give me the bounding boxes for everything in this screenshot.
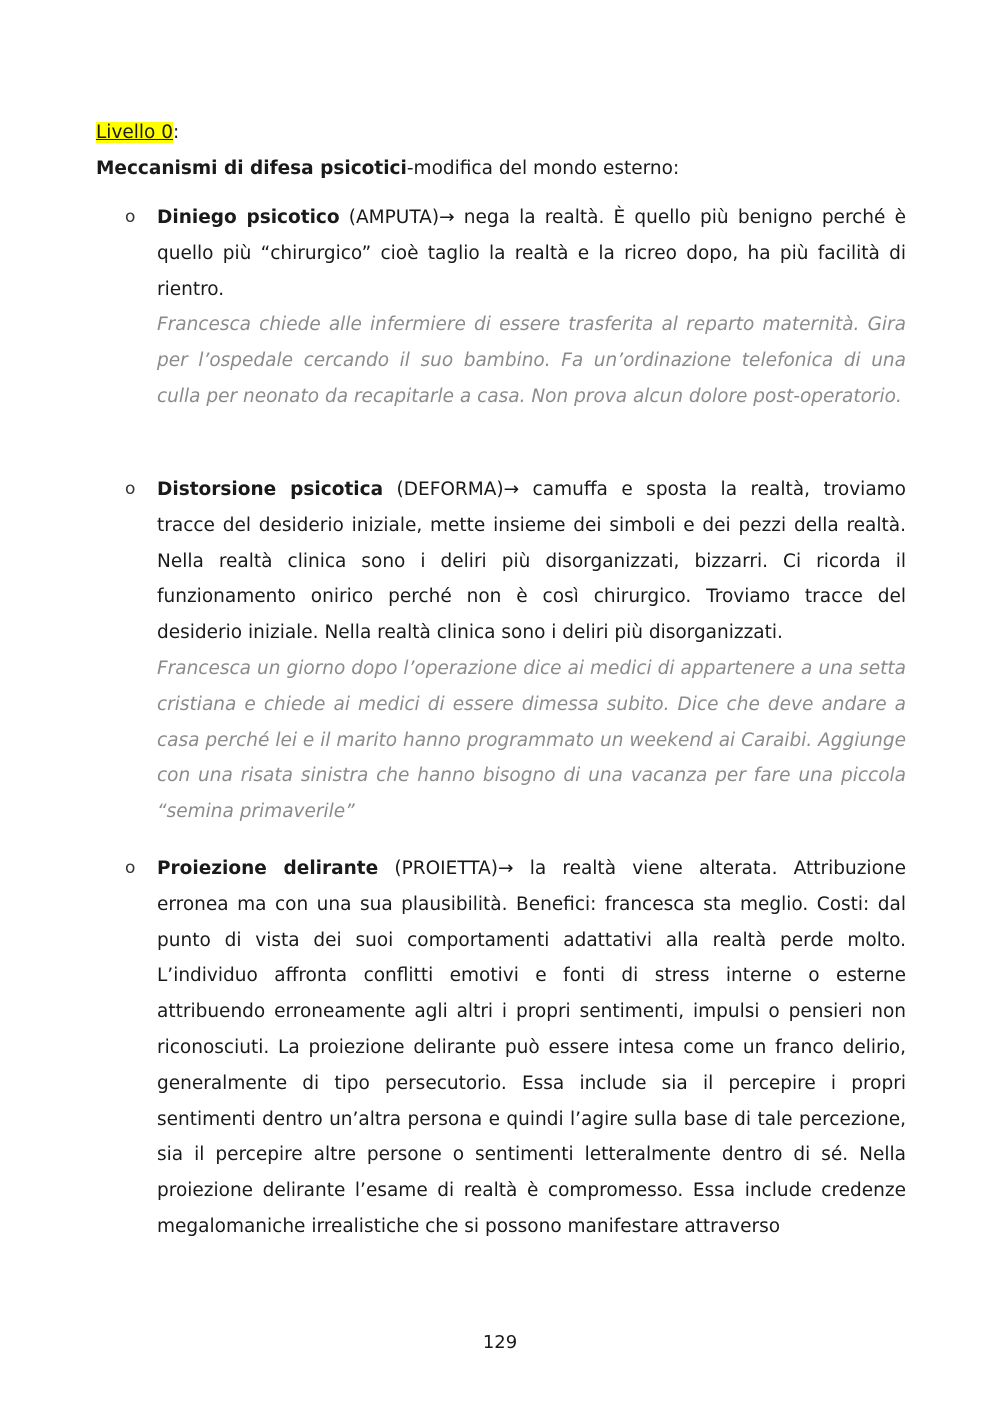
bullet-icon: o bbox=[125, 207, 136, 227]
level-label-highlight: Livello 0 bbox=[96, 122, 174, 143]
item-text: camuffa e sposta la realtà, troviamo tracce del desiderio iniziale, mette insieme dei simboli e dei pezzi della realtà. Nella realtà clinica sono i deliri più disorganizzati, bizzarri. Ci ricorda il funzionamento onirico perché non è così chirurgico. Troviamo tracce del desiderio iniziale. Nella realtà clinica sono i deliri più disorganizzati. bbox=[157, 479, 906, 644]
subtitle-bold: Meccanismi di difesa psicotici bbox=[96, 158, 407, 179]
list-item-distorsione bbox=[125, 472, 906, 830]
item-example: Francesca un giorno dopo l’operazione dice ai medici di appartenere a una setta cristiana e chiede ai medici di essere dimessa subito. Dice che deve andare a casa perché lei e il marito hanno programmato un weekend ai Caraibi. Aggiunge con una risata sinistra che hanno bisogno di una vacanza per fare una piccola “semina primaverile” bbox=[157, 657, 906, 823]
item-tag: (AMPUTA) bbox=[339, 207, 440, 228]
section-heading bbox=[96, 118, 179, 148]
arrow-icon: → bbox=[439, 207, 455, 228]
item-definition bbox=[157, 472, 906, 651]
item-tag: (DEFORMA) bbox=[383, 479, 504, 500]
arrow-icon: → bbox=[503, 479, 520, 500]
section-subtitle bbox=[96, 154, 679, 184]
subtitle-rest: -modifica del mondo esterno: bbox=[406, 158, 680, 179]
item-text: la realtà viene alterata. Attribuzione erronea ma con una sua plausibilità. Benefici: francesca sta meglio. Costi: dal punto di vista dei suoi comportamenti adattativi alla realtà perde molto. L’individuo affronta conflitti emotivi e fonti di stress interne o esterne attribuendo erroneamente agli altri i propri sentimenti, impulsi o pensieri non riconosciuti. La proiezione delirante può essere intesa come un franco delirio, generalmente di tipo persecutorio. Essa include sia il percepire i propri sentimenti dentro un’altra persona e quindi l’agire sulla base di tale percezione, sia il percepire altre persone o sentimenti letteralmente dentro di sé. Nella proiezione delirante l’esame di realtà è compromesso. Essa include credenze megalomaniche irrealistiche che si possono manifestare attraverso bbox=[157, 858, 906, 1237]
item-term: Distorsione psicotica bbox=[157, 479, 384, 500]
item-text: nega la realtà. È quello più benigno perché è quello più “chirurgico” cioè taglio la realtà e la ricreo dopo, ha più facilità di rientro. bbox=[157, 207, 906, 300]
item-term: Proiezione delirante bbox=[157, 858, 379, 879]
item-example: Francesca chiede alle infermiere di essere trasferita al reparto maternità. Gira per l’ospedale cercando il suo bambino. Fa un’ordinazione telefonica di una culla per neonato da recapitarle a casa. Non prova alcun dolore post-operatorio. bbox=[157, 314, 906, 407]
page-number: 129 bbox=[482, 1332, 518, 1353]
arrow-icon: → bbox=[498, 858, 514, 879]
bullet-icon: o bbox=[125, 479, 136, 499]
bullet-icon: o bbox=[125, 858, 136, 878]
item-term: Diniego psicotico bbox=[157, 207, 340, 228]
item-definition bbox=[157, 200, 906, 307]
list-item-proiezione bbox=[125, 851, 906, 1245]
heading-colon: : bbox=[173, 122, 180, 143]
list-item-diniego bbox=[125, 200, 906, 415]
item-definition bbox=[157, 851, 906, 1245]
item-tag: (PROIETTA) bbox=[378, 858, 499, 879]
